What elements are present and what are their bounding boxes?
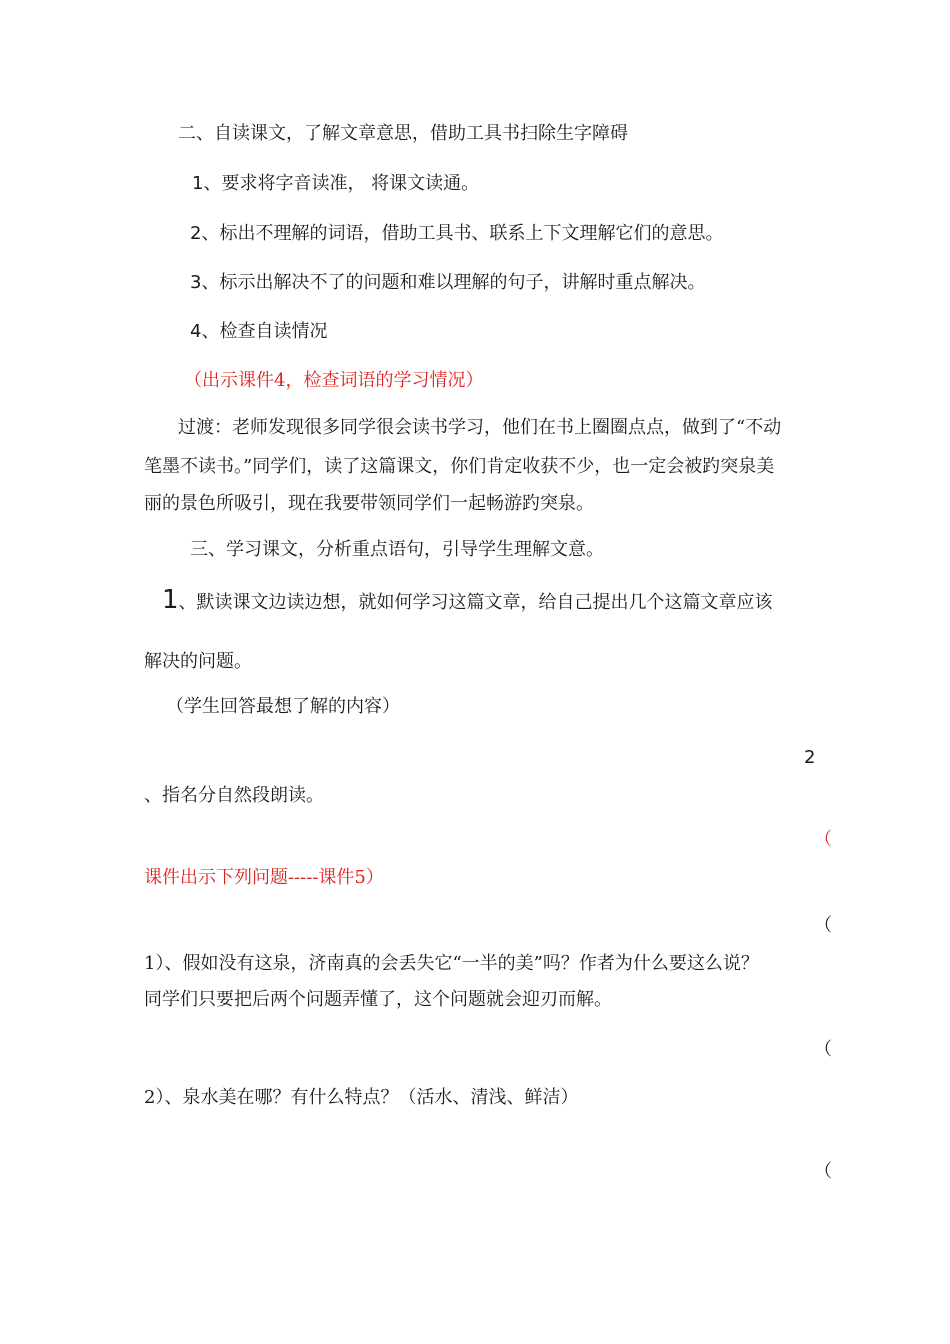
section-heading: 二、自读课文，了解文章意思，借助工具书扫除生字障碍 <box>178 123 628 144</box>
item-text: 、标出不理解的词语，借助工具书、联系上下文理解它们的意思。 <box>201 223 724 244</box>
paragraph-line: 丽的景色所吸引，现在我要带领同学们一起畅游趵突泉。 <box>144 493 594 514</box>
list-item <box>190 320 327 344</box>
paragraph-line: 解决的问题。 <box>144 651 252 672</box>
question-line: 1）、假如没有这泉，济南真的会丢失它“一半的美”吗？作者为什么要这么说？ <box>144 953 759 974</box>
item-text: 、要求将字音读准， 将课文读通。 <box>203 173 480 194</box>
list-item-text: 、指名分自然段朗读。 <box>144 785 324 806</box>
list-item <box>190 271 705 295</box>
paragraph-line: 笔墨不读书。”同学们，读了这篇课文，你们肯定收获不少，也一定会被趵突泉美 <box>144 456 775 477</box>
item-text: 、默读课文边读边想，就如何学习这篇文章，给自己提出几个这篇文章应该 <box>178 592 773 613</box>
list-item <box>192 172 479 196</box>
section-heading: 三、学习课文，分析重点语句，引导学生理解文意。 <box>190 539 604 560</box>
open-paren: （ <box>814 1039 832 1060</box>
item-number: 2 <box>190 223 202 244</box>
list-item <box>162 585 773 615</box>
item-text: 、检查自读情况 <box>201 321 328 342</box>
item-text: 、标示出解决不了的问题和难以理解的句子，讲解时重点解决。 <box>201 272 706 293</box>
question-line: 同学们只要把后两个问题弄懂了，这个问题就会迎刃而解。 <box>144 989 612 1010</box>
open-paren: （ <box>814 829 832 850</box>
item-number: 2 <box>804 747 816 768</box>
open-paren: （ <box>814 1161 832 1182</box>
courseware-note: （出示课件4，检查词语的学习情况） <box>184 370 484 391</box>
open-paren: （ <box>814 915 832 936</box>
item-number: 1 <box>192 173 204 194</box>
courseware-note: 课件出示下列问题-----课件5） <box>144 867 384 888</box>
paragraph-line: 过渡：老师发现很多同学很会读书学习，他们在书上圈圈点点，做到了“不动 <box>178 417 782 438</box>
item-number: 3 <box>190 272 202 293</box>
item-number: 1 <box>162 585 179 615</box>
item-number: 4 <box>190 321 202 342</box>
question-line: 2）、泉水美在哪？有什么特点？（活水、清浅、鲜洁） <box>144 1087 579 1108</box>
list-item <box>190 222 723 246</box>
student-answer: （学生回答最想了解的内容） <box>166 696 400 717</box>
